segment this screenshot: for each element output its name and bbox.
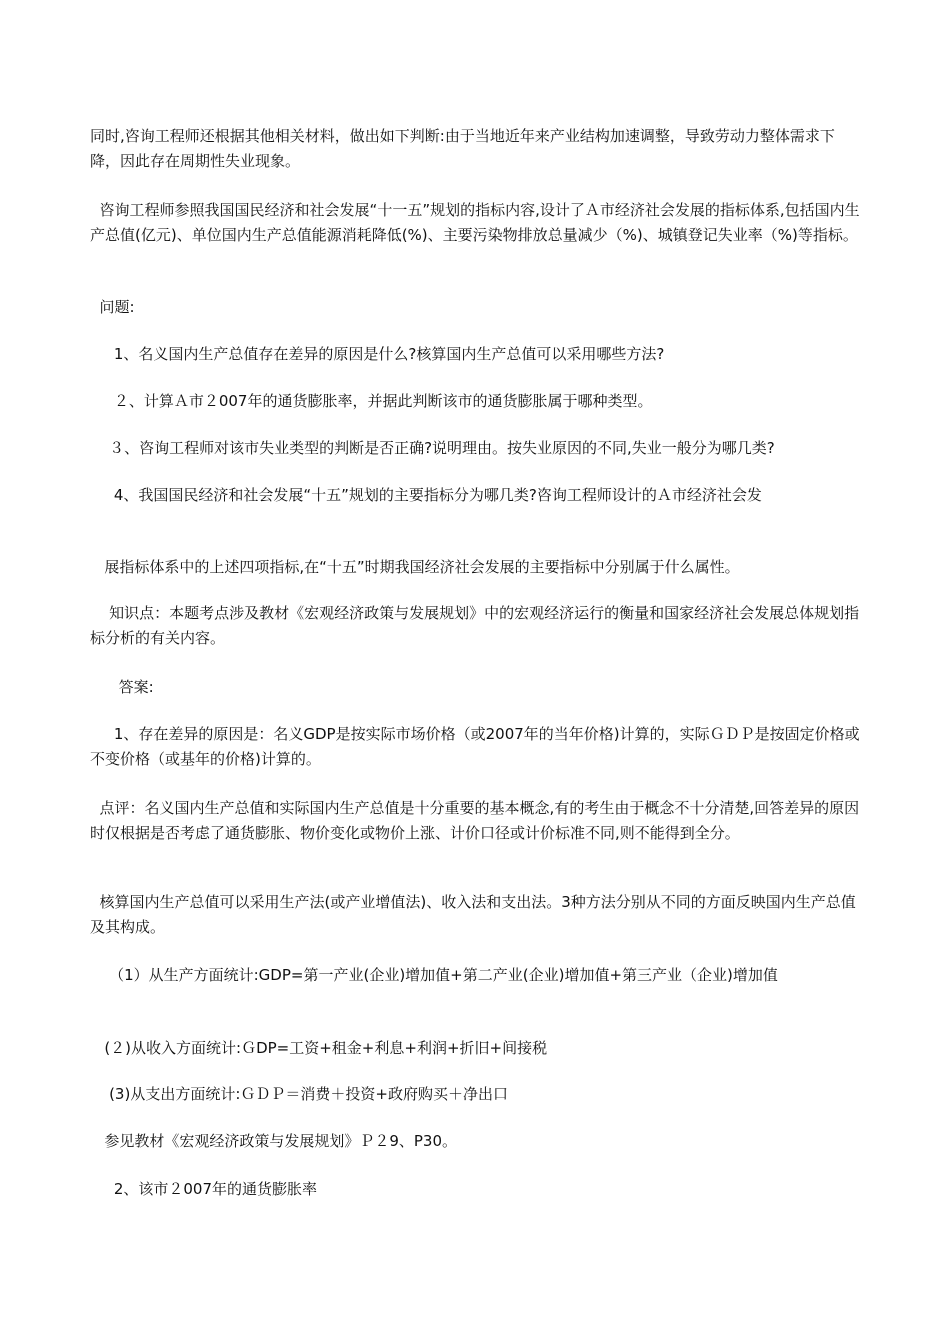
paragraph-reference: 参见教材《宏观经济政策与发展规划》Ｐ２9、P30。 [90, 1132, 457, 1150]
paragraph-indicator-system: 咨询工程师参照我国国民经济和社会发展“十一五”规划的指标内容,设计了Ａ市经济社会发展的指标体系,包括国内生产总值(亿元)、单位国内生产总值能源消耗降低(%)、主要污染物排放总量减少（%)、城镇登记失业率（%)等指标。 [90, 201, 860, 244]
formula-production: （1）从生产方面统计:GDP=第一产业(企业)增加值+第二产业(企业)增加值+第三产业（企业)增加值 [90, 966, 778, 984]
answer-1: 1、存在差异的原因是：名义GDP是按实际市场价格（或2007年的当年价格)计算的，实际ＧＤＰ是按固定价格或不变价格（或基年的价格)计算的。 [90, 725, 860, 768]
question-2: ２、计算Ａ市２007年的通货膨胀率，并据此判断该市的通货膨胀属于哪种类型。 [90, 392, 653, 410]
formula-income: (２)从收入方面统计:ＧDP=工资+租金+利息+利润+折旧+间接税 [90, 1039, 548, 1057]
paragraph-judgment: 同时,咨询工程师还根据其他相关材料，做出如下判断:由于当地近年来产业结构加速调整，导致劳动力整体需求下降，因此存在周期性失业现象。 [90, 127, 835, 170]
answer-2-heading: 2、该市２007年的通货膨胀率 [90, 1180, 318, 1198]
question-1: 1、名义国内生产总值存在差异的原因是什么?核算国内生产总值可以采用哪些方法? [90, 345, 665, 363]
question-4-continued: 展指标体系中的上述四项指标,在“十五”时期我国经济社会发展的主要指标中分别属于什么属性。 [90, 558, 740, 576]
paragraph-knowledge-point: 知识点：本题考点涉及教材《宏观经济政策与发展规划》中的宏观经济运行的衡量和国家经济社会发展总体规划指标分析的有关内容。 [90, 604, 860, 647]
paragraph-answer-heading: 答案: [90, 678, 154, 696]
paragraph-gdp-methods: 核算国内生产总值可以采用生产法(或产业增值法)、收入法和支出法。3种方法分别从不同的方面反映国内生产总值及其构成。 [90, 893, 856, 936]
paragraph-questions-heading: 问题: [90, 298, 135, 316]
question-3: ３、咨询工程师对该市失业类型的判断是否正确?说明理由。按失业原因的不同,失业一般分为哪几类? [90, 439, 775, 457]
question-4: 4、我国国民经济和社会发展“十五”规划的主要指标分为哪几类?咨询工程师设计的Ａ市经济社会发 [90, 486, 762, 504]
formula-expenditure: (3)从支出方面统计:ＧＤＰ＝消费＋投资+政府购买＋净出口 [90, 1085, 508, 1103]
paragraph-comment: 点评：名义国内生产总值和实际国内生产总值是十分重要的基本概念,有的考生由于概念不十分清楚,回答差异的原因时仅根据是否考虑了通货膨胀、物价变化或物价上涨、计价口径或计价标准不同,则不能得到全分。 [90, 799, 860, 842]
